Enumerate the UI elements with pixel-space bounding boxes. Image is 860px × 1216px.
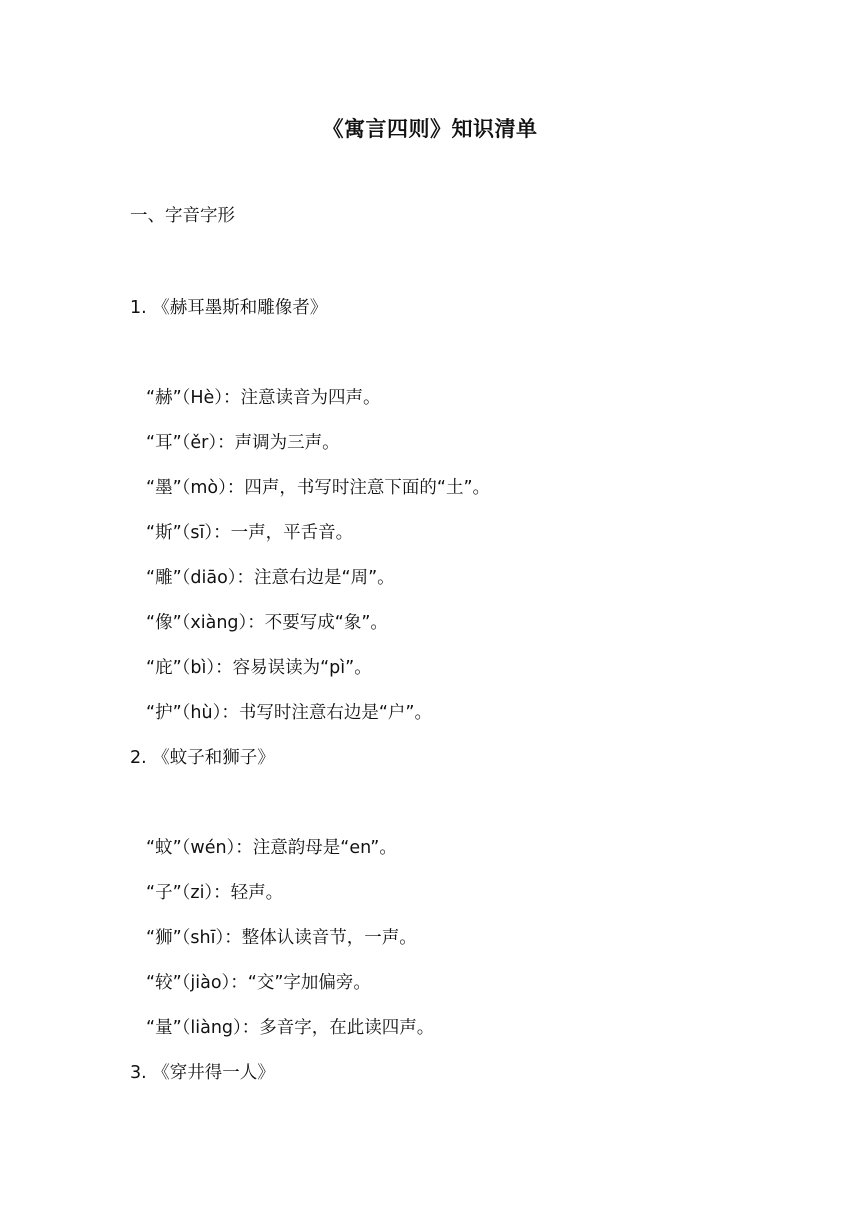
list-item: “墨”（mò）：四声，书写时注意下面的“土”。	[146, 478, 491, 498]
list-item: “雕”（diāo）：注意右边是“周”。	[146, 568, 395, 588]
list-item: “护”（hù）：书写时注意右边是“户”。	[146, 703, 432, 723]
subsection-heading-2: 2. 《蚊子和狮子》	[130, 748, 275, 768]
document-title: 《寓言四则》知识清单	[322, 117, 538, 141]
subsection-heading-1: 1. 《赫耳墨斯和雕像者》	[130, 298, 328, 318]
list-item: “狮”（shī）：整体认读音节，一声。	[146, 928, 417, 948]
list-item: “较”（jiào）：“交”字加偏旁。	[146, 973, 371, 993]
list-item: “赫”（Hè）：注意读音为四声。	[146, 388, 381, 408]
list-item: “蚊”（wén）：注意韵母是“en”。	[146, 838, 397, 858]
list-item: “斯”（sī）：一声，平舌音。	[146, 523, 354, 543]
list-item: “子”（zi）：轻声。	[146, 883, 284, 903]
list-item: “庇”（bì）：容易误读为“pì”。	[146, 658, 372, 678]
list-item: “像”（xiàng）：不要写成“象”。	[146, 613, 388, 633]
list-item: “耳”（ěr）：声调为三声。	[146, 433, 340, 453]
list-item: “量”（liàng）：多音字，在此读四声。	[146, 1018, 435, 1038]
section-heading: 一、字音字形	[130, 206, 235, 226]
subsection-heading-3: 3. 《穿井得一人》	[130, 1063, 275, 1083]
